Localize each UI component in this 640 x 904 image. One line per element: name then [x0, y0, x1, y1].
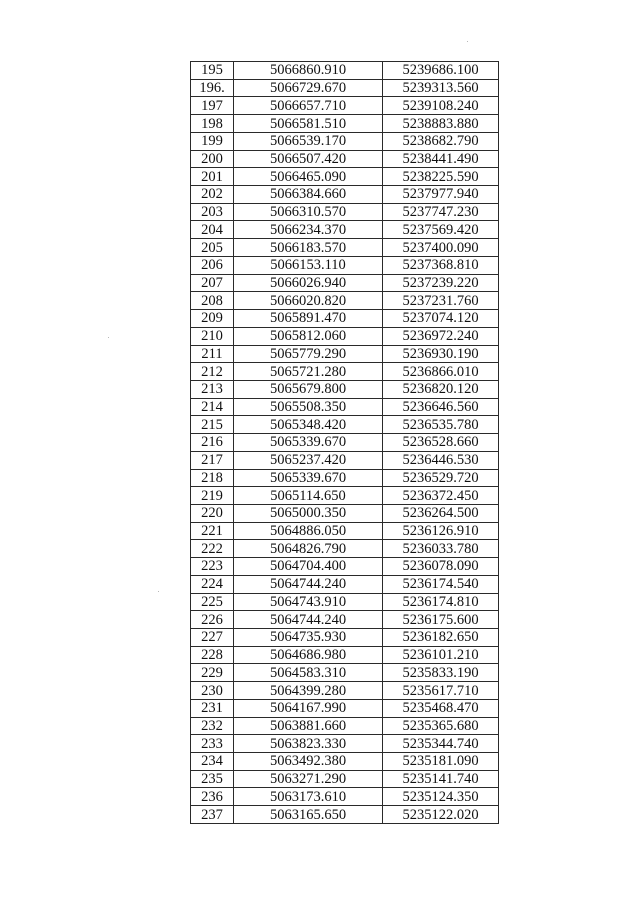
table-row [191, 788, 499, 806]
table-row [191, 469, 499, 487]
y-coordinate-cell: 5236866.010 [383, 363, 499, 381]
point-number-cell: 218 [191, 469, 234, 487]
x-coordinate-cell: 5063492.380 [234, 753, 383, 771]
x-coordinate-cell: 5065812.060 [234, 327, 383, 345]
point-number-cell: 221 [191, 522, 234, 540]
point-number-cell: 214 [191, 398, 234, 416]
x-coordinate-cell: 5066020.820 [234, 292, 383, 310]
table-row [191, 115, 499, 133]
y-coordinate-cell: 5236972.240 [383, 327, 499, 345]
point-number-cell: 199 [191, 132, 234, 150]
table-row [191, 753, 499, 771]
y-coordinate-cell: 5235122.020 [383, 806, 499, 824]
x-coordinate-cell: 5063173.610 [234, 788, 383, 806]
table-row [191, 717, 499, 735]
point-number-cell: 229 [191, 664, 234, 682]
x-coordinate-cell: 5065891.470 [234, 310, 383, 328]
point-number-cell: 209 [191, 310, 234, 328]
point-number-cell: 195 [191, 62, 234, 80]
table-row [191, 274, 499, 292]
table-row [191, 256, 499, 274]
y-coordinate-cell: 5236646.560 [383, 398, 499, 416]
y-coordinate-cell: 5236101.210 [383, 646, 499, 664]
point-number-cell: 228 [191, 646, 234, 664]
y-coordinate-cell: 5236174.540 [383, 575, 499, 593]
y-coordinate-cell: 5237239.220 [383, 274, 499, 292]
y-coordinate-cell: 5236078.090 [383, 558, 499, 576]
table-row [191, 699, 499, 717]
x-coordinate-cell: 5066465.090 [234, 168, 383, 186]
x-coordinate-cell: 5064743.910 [234, 593, 383, 611]
x-coordinate-cell: 5064704.400 [234, 558, 383, 576]
x-coordinate-cell: 5064399.280 [234, 682, 383, 700]
y-coordinate-cell: 5236175.600 [383, 611, 499, 629]
y-coordinate-cell: 5238883.880 [383, 115, 499, 133]
y-coordinate-cell: 5238441.490 [383, 150, 499, 168]
y-coordinate-cell: 5238682.790 [383, 132, 499, 150]
x-coordinate-cell: 5065339.670 [234, 469, 383, 487]
x-coordinate-cell: 5066860.910 [234, 62, 383, 80]
table-row [191, 327, 499, 345]
x-coordinate-cell: 5064826.790 [234, 540, 383, 558]
point-number-cell: 204 [191, 221, 234, 239]
table-row [191, 150, 499, 168]
y-coordinate-cell: 5235344.740 [383, 735, 499, 753]
table-row [191, 310, 499, 328]
point-number-cell: 210 [191, 327, 234, 345]
x-coordinate-cell: 5065339.670 [234, 434, 383, 452]
point-number-cell: 201 [191, 168, 234, 186]
point-number-cell: 203 [191, 203, 234, 221]
y-coordinate-cell: 5235468.470 [383, 699, 499, 717]
point-number-cell: 217 [191, 451, 234, 469]
point-number-cell: 231 [191, 699, 234, 717]
point-number-cell: 206 [191, 256, 234, 274]
x-coordinate-cell: 5065508.350 [234, 398, 383, 416]
x-coordinate-cell: 5066310.570 [234, 203, 383, 221]
point-number-cell: 216 [191, 434, 234, 452]
point-number-cell: 224 [191, 575, 234, 593]
scan-speck [108, 337, 109, 338]
x-coordinate-cell: 5066384.660 [234, 186, 383, 204]
table-row [191, 434, 499, 452]
y-coordinate-cell: 5237231.760 [383, 292, 499, 310]
point-number-cell: 236 [191, 788, 234, 806]
table-row [191, 363, 499, 381]
point-number-cell: 230 [191, 682, 234, 700]
y-coordinate-cell: 5237400.090 [383, 239, 499, 257]
point-number-cell: 223 [191, 558, 234, 576]
x-coordinate-cell: 5064686.980 [234, 646, 383, 664]
x-coordinate-cell: 5066581.510 [234, 115, 383, 133]
table-row [191, 203, 499, 221]
point-number-cell: 197 [191, 97, 234, 115]
y-coordinate-cell: 5236820.120 [383, 380, 499, 398]
table-row [191, 345, 499, 363]
x-coordinate-cell: 5063165.650 [234, 806, 383, 824]
point-number-cell: 202 [191, 186, 234, 204]
point-number-cell: 227 [191, 629, 234, 647]
x-coordinate-cell: 5065348.420 [234, 416, 383, 434]
x-coordinate-cell: 5066153.110 [234, 256, 383, 274]
x-coordinate-cell: 5063823.330 [234, 735, 383, 753]
table-row [191, 806, 499, 824]
x-coordinate-cell: 5063271.290 [234, 770, 383, 788]
point-number-cell: 211 [191, 345, 234, 363]
y-coordinate-cell: 5236535.780 [383, 416, 499, 434]
table-row [191, 292, 499, 310]
point-number-cell: 205 [191, 239, 234, 257]
y-coordinate-cell: 5235617.710 [383, 682, 499, 700]
point-number-cell: 208 [191, 292, 234, 310]
x-coordinate-cell: 5066026.940 [234, 274, 383, 292]
y-coordinate-cell: 5235124.350 [383, 788, 499, 806]
table-row [191, 487, 499, 505]
table-row [191, 416, 499, 434]
x-coordinate-cell: 5066729.670 [234, 79, 383, 97]
y-coordinate-cell: 5237569.420 [383, 221, 499, 239]
point-number-cell: 225 [191, 593, 234, 611]
x-coordinate-cell: 5065000.350 [234, 504, 383, 522]
y-coordinate-cell: 5237747.230 [383, 203, 499, 221]
point-number-cell: 207 [191, 274, 234, 292]
table-row [191, 451, 499, 469]
x-coordinate-cell: 5065237.420 [234, 451, 383, 469]
x-coordinate-cell: 5065114.650 [234, 487, 383, 505]
y-coordinate-cell: 5236528.660 [383, 434, 499, 452]
x-coordinate-cell: 5064167.990 [234, 699, 383, 717]
x-coordinate-cell: 5065721.280 [234, 363, 383, 381]
y-coordinate-cell: 5236182.650 [383, 629, 499, 647]
point-number-cell: 237 [191, 806, 234, 824]
point-number-cell: 196. [191, 79, 234, 97]
table-row [191, 186, 499, 204]
x-coordinate-cell: 5066539.170 [234, 132, 383, 150]
y-coordinate-cell: 5235365.680 [383, 717, 499, 735]
x-coordinate-cell: 5064744.240 [234, 575, 383, 593]
y-coordinate-cell: 5237368.810 [383, 256, 499, 274]
y-coordinate-cell: 5236126.910 [383, 522, 499, 540]
y-coordinate-cell: 5235181.090 [383, 753, 499, 771]
point-number-cell: 233 [191, 735, 234, 753]
point-number-cell: 213 [191, 380, 234, 398]
point-number-cell: 234 [191, 753, 234, 771]
coordinates-table [190, 61, 499, 824]
x-coordinate-cell: 5065679.800 [234, 380, 383, 398]
x-coordinate-cell: 5066507.420 [234, 150, 383, 168]
y-coordinate-cell: 5238225.590 [383, 168, 499, 186]
x-coordinate-cell: 5064886.050 [234, 522, 383, 540]
table-row [191, 611, 499, 629]
table-row [191, 646, 499, 664]
point-number-cell: 198 [191, 115, 234, 133]
y-coordinate-cell: 5236529.720 [383, 469, 499, 487]
y-coordinate-cell: 5236174.810 [383, 593, 499, 611]
y-coordinate-cell: 5235141.740 [383, 770, 499, 788]
table-row [191, 168, 499, 186]
table-row [191, 575, 499, 593]
point-number-cell: 220 [191, 504, 234, 522]
point-number-cell: 232 [191, 717, 234, 735]
y-coordinate-cell: 5239313.560 [383, 79, 499, 97]
y-coordinate-cell: 5237977.940 [383, 186, 499, 204]
table-row [191, 62, 499, 80]
table-row [191, 504, 499, 522]
table-row [191, 239, 499, 257]
table-row [191, 398, 499, 416]
table-row [191, 593, 499, 611]
table-row [191, 558, 499, 576]
point-number-cell: 222 [191, 540, 234, 558]
point-number-cell: 215 [191, 416, 234, 434]
table-row [191, 79, 499, 97]
table-row [191, 770, 499, 788]
point-number-cell: 212 [191, 363, 234, 381]
table-row [191, 132, 499, 150]
y-coordinate-cell: 5236372.450 [383, 487, 499, 505]
table-row [191, 380, 499, 398]
point-number-cell: 200 [191, 150, 234, 168]
scan-speck [158, 591, 159, 592]
x-coordinate-cell: 5065779.290 [234, 345, 383, 363]
table-row [191, 682, 499, 700]
x-coordinate-cell: 5063881.660 [234, 717, 383, 735]
y-coordinate-cell: 5236930.190 [383, 345, 499, 363]
x-coordinate-cell: 5064744.240 [234, 611, 383, 629]
table-row [191, 735, 499, 753]
table-row [191, 97, 499, 115]
x-coordinate-cell: 5064583.310 [234, 664, 383, 682]
table-row [191, 221, 499, 239]
x-coordinate-cell: 5066183.570 [234, 239, 383, 257]
y-coordinate-cell: 5239686.100 [383, 62, 499, 80]
point-number-cell: 219 [191, 487, 234, 505]
table-row [191, 522, 499, 540]
y-coordinate-cell: 5236446.530 [383, 451, 499, 469]
coordinates-table-body [191, 62, 499, 824]
y-coordinate-cell: 5237074.120 [383, 310, 499, 328]
y-coordinate-cell: 5236033.780 [383, 540, 499, 558]
x-coordinate-cell: 5064735.930 [234, 629, 383, 647]
table-row [191, 629, 499, 647]
y-coordinate-cell: 5236264.500 [383, 504, 499, 522]
scan-speck [467, 41, 468, 42]
x-coordinate-cell: 5066657.710 [234, 97, 383, 115]
table-row [191, 664, 499, 682]
y-coordinate-cell: 5239108.240 [383, 97, 499, 115]
point-number-cell: 235 [191, 770, 234, 788]
x-coordinate-cell: 5066234.370 [234, 221, 383, 239]
table-row [191, 540, 499, 558]
y-coordinate-cell: 5235833.190 [383, 664, 499, 682]
point-number-cell: 226 [191, 611, 234, 629]
